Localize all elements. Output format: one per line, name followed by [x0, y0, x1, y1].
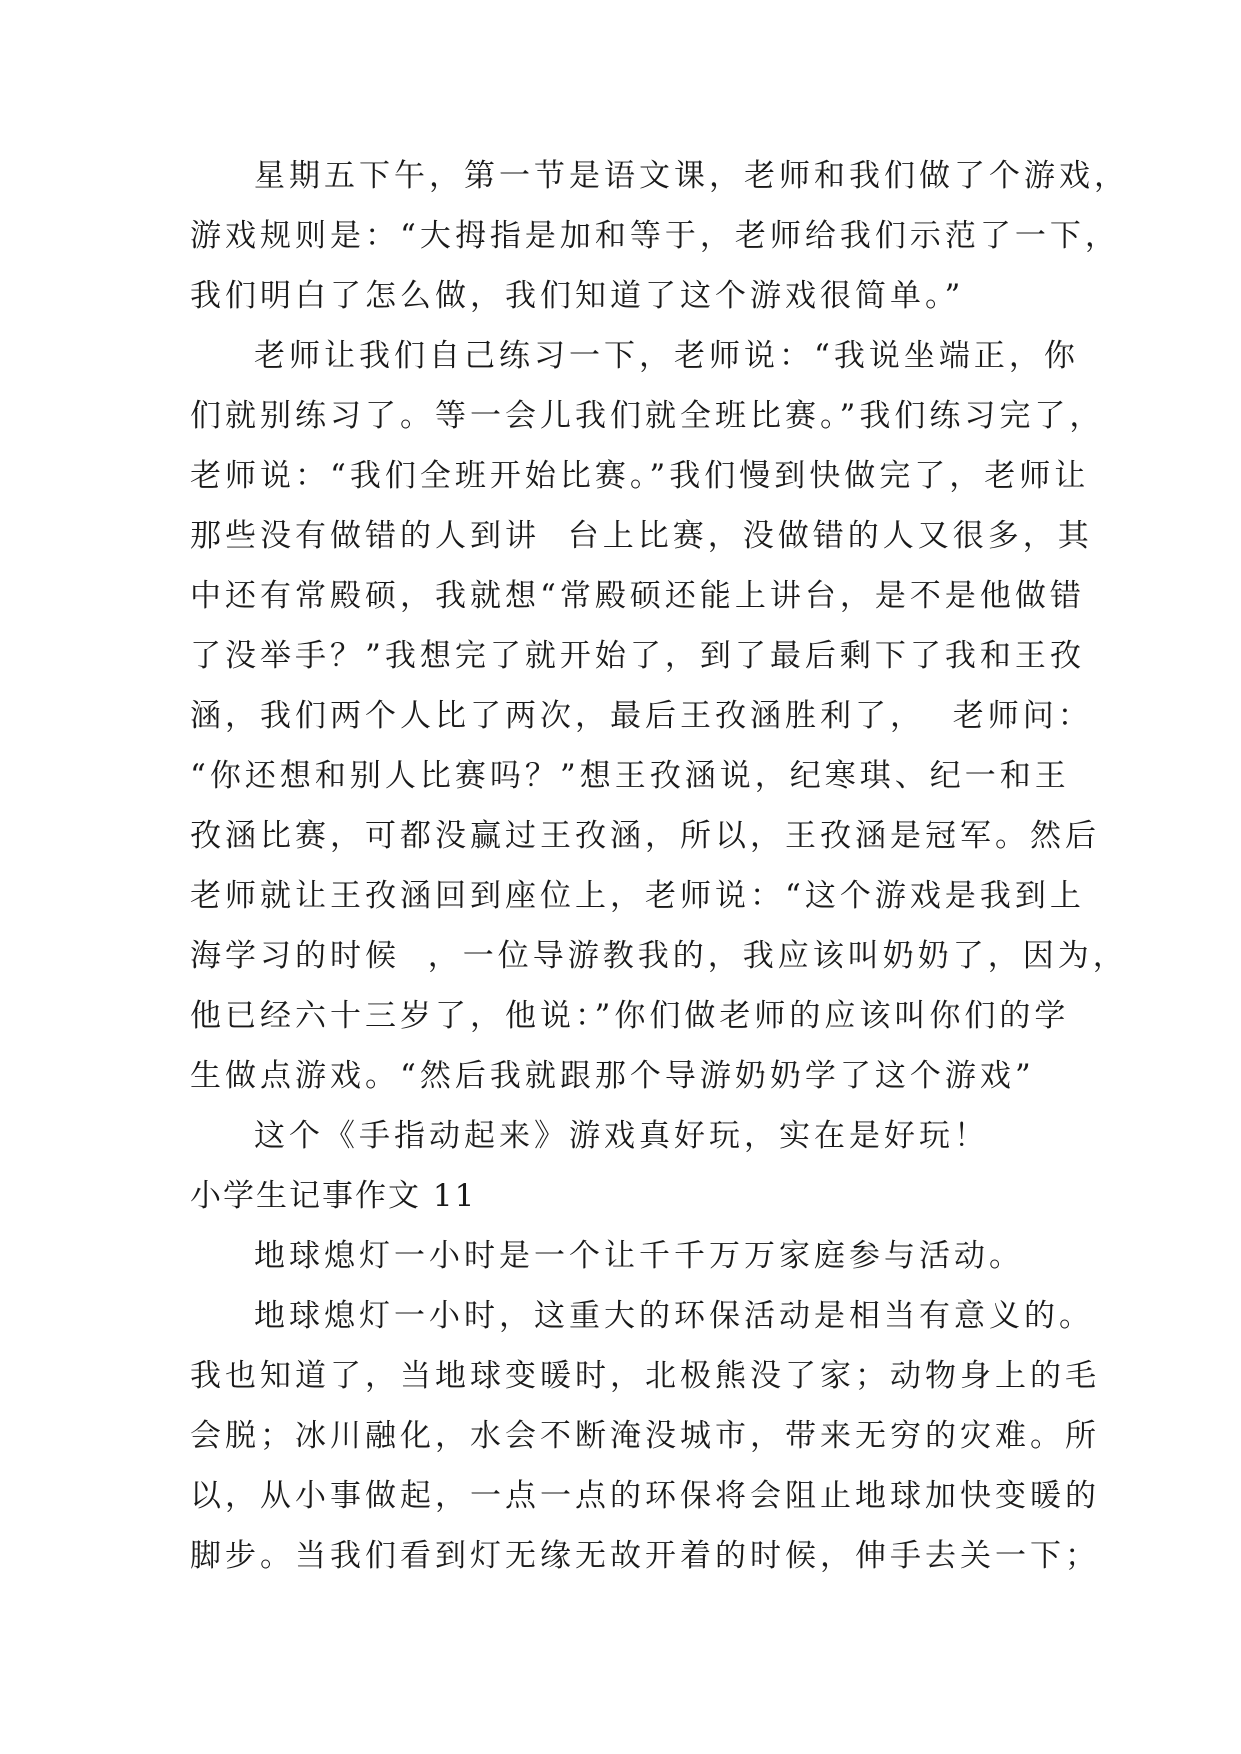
- text-line: 会脱；冰川融化，水会不断淹没城市，带来无穷的灾难。所: [190, 1418, 1100, 1454]
- document-body: [190, 146, 1129, 1586]
- text-line: 生做点游戏。“然后我就跟那个导游奶奶学了这个游戏”: [190, 1058, 1035, 1094]
- text-line: 他已经六十三岁了，他说：”你们做老师的应该叫你们的学: [190, 998, 1070, 1034]
- text-line: 脚步。当我们看到灯无缘无故开着的时候，伸手去关一下；: [190, 1538, 1100, 1574]
- text-line: 老师说：“我们全班开始比赛。”我们慢到快做完了，老师让: [190, 458, 1090, 494]
- text-line: 我也知道了，当地球变暖时，北极熊没了家；动物身上的毛: [190, 1358, 1100, 1394]
- text-line: 游戏规则是：“大拇指是加和等于，老师给我们示范了一下，: [190, 218, 1120, 254]
- text-line: “你还想和别人比赛吗？”想王孜涵说，纪寒琪、纪一和王: [190, 758, 1070, 794]
- text-line: 了没举手？”我想完了就开始了，到了最后剩下了我和王孜: [190, 638, 1085, 674]
- text-line: 孜涵比赛，可都没赢过王孜涵，所以，王孜涵是冠军。然后: [190, 818, 1100, 854]
- text-line: 涵，我们两个人比了两次，最后王孜涵胜利了， 老师问：: [190, 698, 1093, 734]
- text-line: 那些没有做错的人到讲 台上比赛，没做错的人又很多，其: [190, 518, 1093, 554]
- text-line: 老师就让王孜涵回到座位上，老师说：“这个游戏是我到上: [190, 878, 1085, 914]
- text-line: 地球熄灯一小时是一个让千千万万家庭参与活动。: [254, 1238, 1024, 1274]
- text-line: 星期五下午，第一节是语文课，老师和我们做了个游戏，: [254, 158, 1129, 194]
- text-line: 这个《手指动起来》游戏真好玩，实在是好玩！: [254, 1118, 989, 1154]
- text-line: 我们明白了怎么做，我们知道了这个游戏很简单。”: [190, 278, 965, 314]
- text-line: 海学习的时候 ，一位导游教我的，我应该叫奶奶了，因为，: [190, 938, 1128, 974]
- text-line: 中还有常殿硕，我就想“常殿硕还能上讲台，是不是他做错: [190, 578, 1085, 614]
- text-line: 以，从小事做起，一点一点的环保将会阻止地球加快变暖的: [190, 1478, 1100, 1514]
- section-heading: 小学生记事作文 11: [190, 1178, 477, 1214]
- text-line: 们就别练习了。等一会儿我们就全班比赛。”我们练习完了，: [190, 398, 1105, 434]
- text-line: 老师让我们自己练习一下，老师说：“我说坐端正，你: [254, 338, 1079, 374]
- text-line: 地球熄灯一小时，这重大的环保活动是相当有意义的。: [254, 1298, 1094, 1334]
